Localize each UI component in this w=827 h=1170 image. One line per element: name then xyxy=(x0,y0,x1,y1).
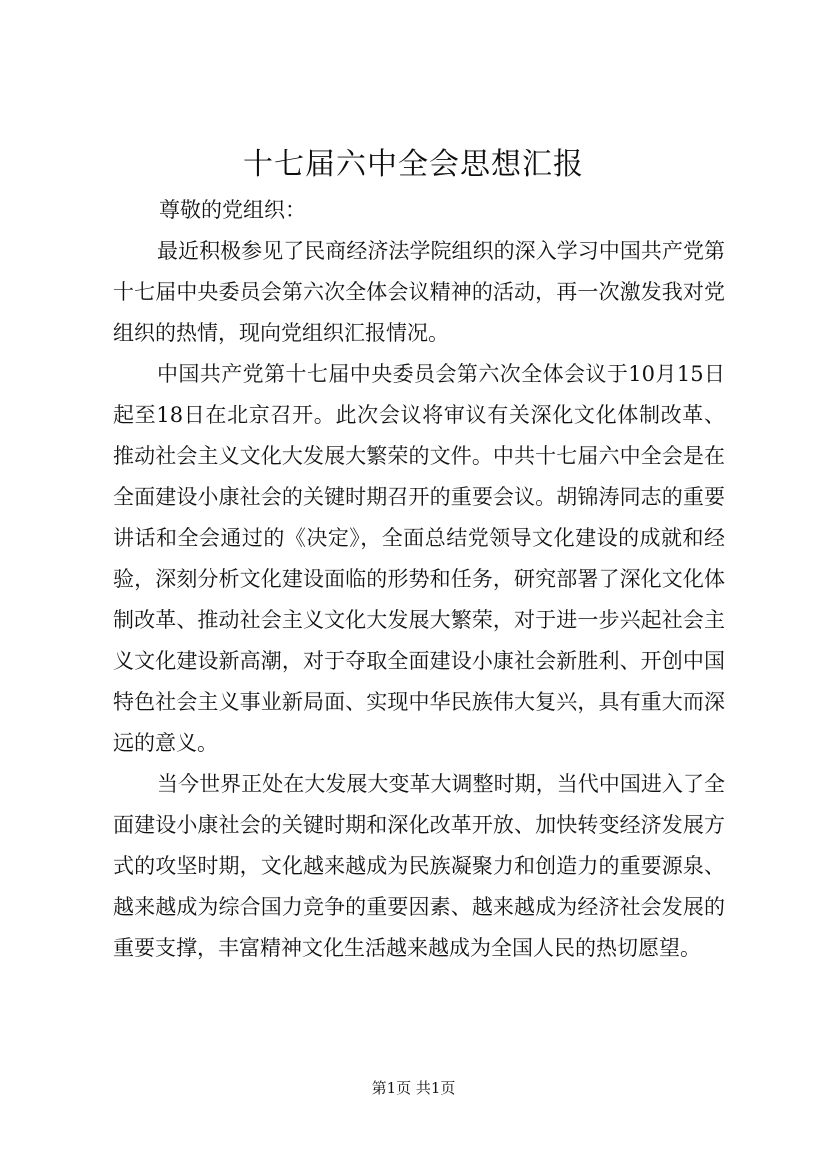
paragraph-1: 最近积极参见了民商经济法学院组织的深入学习中国共产党第十七届中央委员会第六次全体会议精神的活动，再一次激发我对党组织的热情，现向党组织汇报情况。 xyxy=(113,239,725,345)
salutation: 尊敬的党组织： xyxy=(159,198,306,222)
paragraph-3: 当今世界正处在大发展大变革大调整时期，当代中国进入了全面建设小康社会的关键时期和深化改革开放、加快转变经济发展方式的攻坚时期，文化越来越成为民族凝聚力和创造力的重要源泉、越来越成为综合国力竞争的重要因素、越来越成为经济社会发展的重要支撑，丰富精神文化生活越来越成为全国人民的热切愿望。 xyxy=(113,772,725,960)
document-body xyxy=(113,190,725,969)
page-footer: 第1页 共1页 xyxy=(371,1079,456,1097)
document-title: 十七届六中全会思想汇报 xyxy=(243,147,584,182)
paragraph-2: 中国共产党第十七届中央委员会第六次全体会议于10月15日起至18日在北京召开。此次会议将审议有关深化文化体制改革、推动社会主义文化大发展大繁荣的文件。中共十七届六中全会是在全面建设小康社会的关键时期召开的重要会议。胡锦涛同志的重要讲话和全会通过的《决定》，全面总结党领导文化建设的成就和经验，深刻分析文化建设面临的形势和任务，研究部署了深化文化体制改革、推动社会主义文化大发展大繁荣，对于进一步兴起社会主义文化建设新高潮，对于夺取全面建设小康社会新胜利、开创中国特色社会主义事业新局面、实现中华民族伟大复兴，具有重大而深远的意义。 xyxy=(113,362,725,755)
